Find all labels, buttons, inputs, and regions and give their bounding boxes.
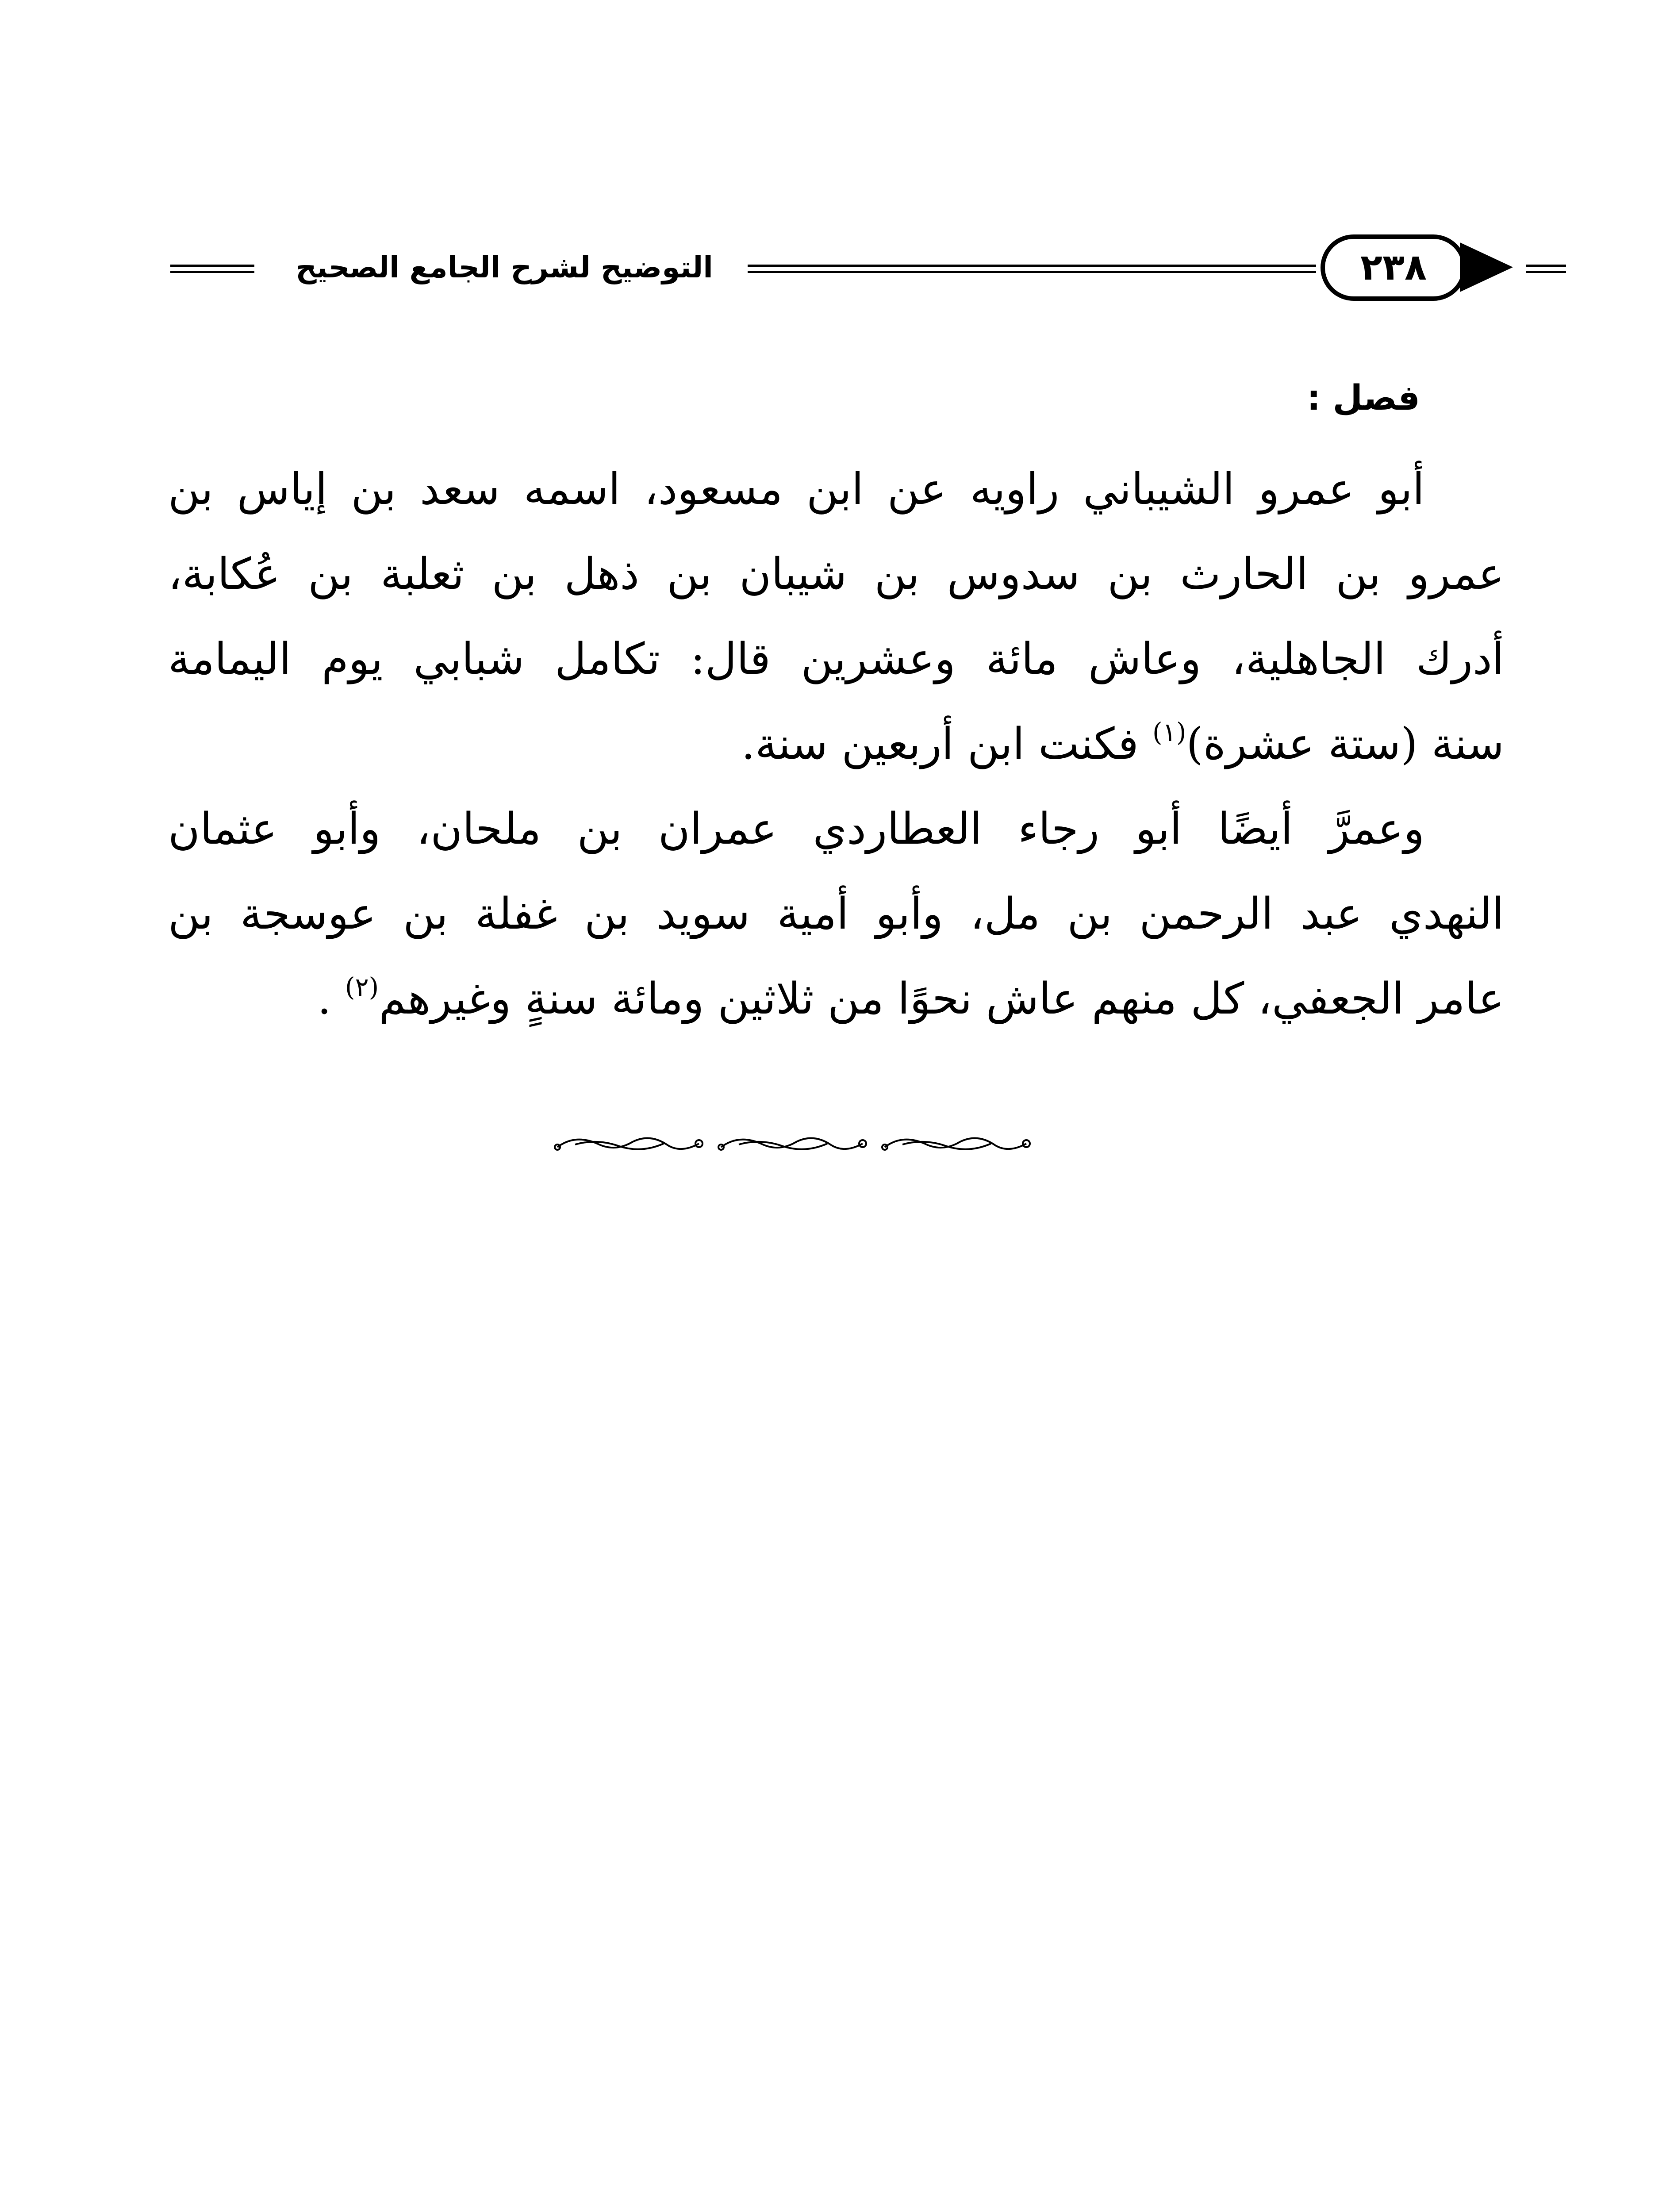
section-ornament-icon [549, 1130, 1044, 1157]
paragraph-1-line-2: عمرو بن الحارث بن سدوس بن شيبان بن ذهل بن ثعلبة بن عُكابة، [168, 549, 1504, 599]
paragraph-2-line-3-end: . [317, 974, 345, 1024]
paragraph-1-line-4 [168, 702, 1504, 787]
header-rule-middle [748, 265, 1316, 273]
main-text [168, 447, 1504, 1041]
paragraph-2-line-3 [168, 956, 1504, 1041]
footnote-ref-1: (١) [1152, 717, 1186, 747]
page-badge-arrow-icon [1460, 242, 1513, 292]
section-heading: فصل : [1307, 378, 1420, 418]
paragraph-1-line-4-end: فكنت ابن أربعين سنة. [741, 719, 1153, 769]
header-rule-left [170, 265, 254, 273]
paragraph-2-line-3-text: عامر الجعفي، كل منهم عاش نحوًا من ثلاثين ومائة سنةٍ وغيرهم [379, 974, 1504, 1024]
paragraph-1-line-4-text: سنة (ستة عشرة) [1186, 719, 1504, 769]
page-number-badge: ٢٣٨ [1321, 234, 1467, 301]
paragraph-1-line-3: أدرك الجاهلية، وعاش مائة وعشرين قال: تكامل شبابي يوم اليمامة [168, 634, 1504, 684]
running-title: التوضيح لشرح الجامع الصحيح [296, 250, 713, 284]
header-rule-right [1526, 265, 1566, 273]
paragraph-2-line-1: وعمرَّ أيضًا أبو رجاء العطاردي عمران بن ملحان، وأبو عثمان [168, 804, 1424, 854]
footnote-ref-2: (٢) [345, 972, 379, 1002]
paragraph-1-line-1: أبو عمرو الشيباني راويه عن ابن مسعود، اسمه سعد بن إياس بن [168, 464, 1424, 515]
paragraph-2-line-2: النهدي عبد الرحمن بن مل، وأبو أمية سويد بن غفلة بن عوسجة بن [168, 889, 1504, 939]
